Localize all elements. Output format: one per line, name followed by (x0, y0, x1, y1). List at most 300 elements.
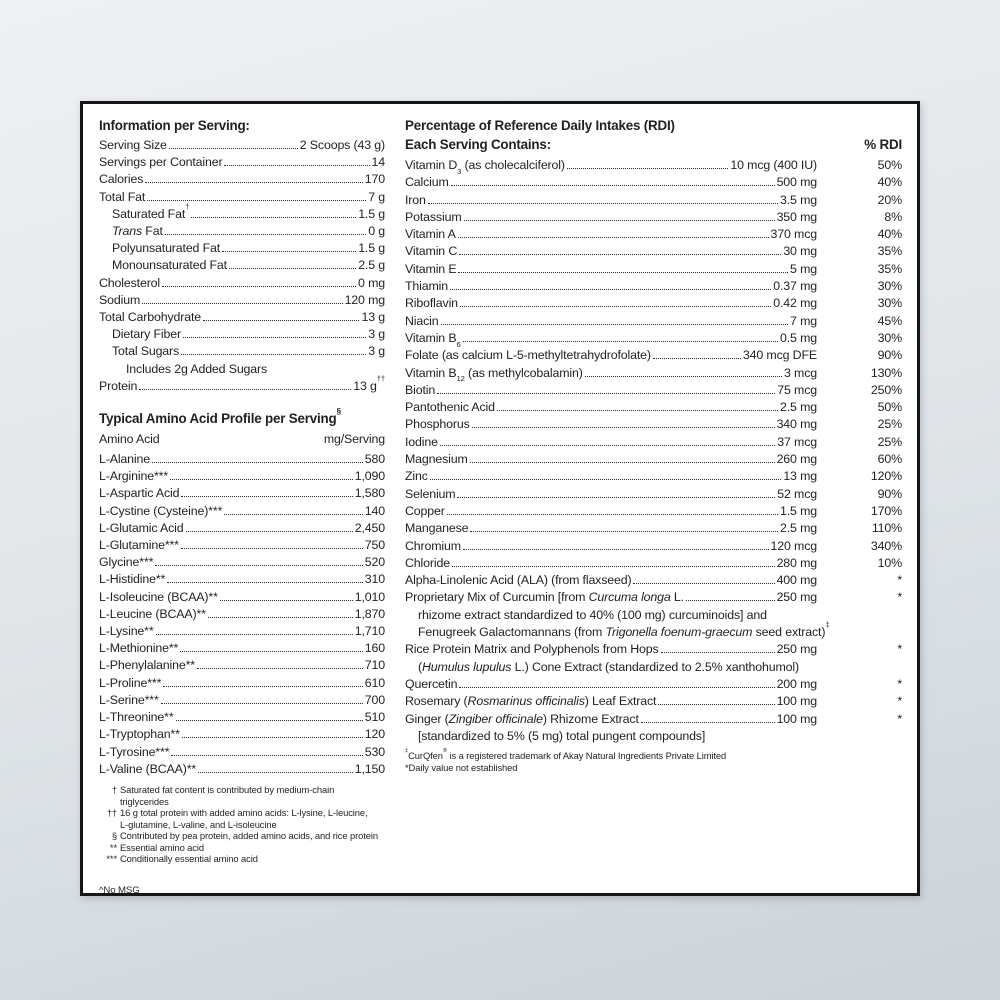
footnote-marker: *** (106, 853, 117, 865)
item-label: Selenium (405, 486, 456, 501)
item-rdi-percent: 25% (877, 417, 902, 432)
item-value: 0.5 mg (780, 330, 817, 345)
row-main (405, 468, 817, 485)
dotted-leader (641, 722, 775, 723)
item-label: Vitamin C (405, 244, 458, 259)
table-row (99, 137, 385, 154)
footnote-marker: § (111, 830, 117, 842)
item-label: Vitamin A (405, 227, 456, 242)
item-label: Vitamin E (405, 261, 457, 276)
item-label: Saturated Fat† (112, 202, 190, 221)
item-value: 700 (364, 692, 385, 707)
item-rdi-percent: 30% (877, 296, 902, 311)
table-row (99, 744, 385, 761)
table-row (99, 485, 385, 502)
item-label: Chromium (405, 538, 461, 553)
item-rdi-percent: * (897, 676, 902, 691)
item-label: Potassium (405, 209, 462, 224)
table-row (405, 538, 902, 555)
table-row (99, 537, 385, 554)
dotted-leader (464, 220, 775, 221)
table-row (405, 347, 902, 364)
table-row (99, 326, 385, 343)
table-row (99, 223, 385, 240)
footnote (101, 830, 385, 842)
table-row (99, 374, 385, 395)
row-main (405, 503, 817, 520)
row-main (405, 382, 817, 399)
footnote-marker: ** (109, 841, 117, 853)
row-main (405, 620, 902, 641)
item-value: 10 mcg (400 IU) (730, 158, 817, 172)
item-value: 30 mg (783, 244, 817, 259)
table-row (405, 693, 902, 710)
footnote-text: 16 g total protein with added amino acids: L-lysine, L-leucine, L-glutamine, L-valine, and L-isoleucine (120, 807, 368, 830)
dotted-leader (452, 566, 775, 567)
item-value: 0.42 mg (773, 296, 817, 311)
dotted-leader (447, 514, 778, 515)
item-value: 0 g (368, 224, 385, 239)
table-row (99, 361, 385, 378)
table-row (99, 343, 385, 360)
item-rdi-percent: 110% (871, 521, 902, 536)
item-value: 520 (364, 555, 385, 570)
table-row (405, 313, 902, 330)
item-value: 0 mg (358, 275, 385, 290)
item-rdi-percent: 130% (870, 365, 902, 380)
item-value: 1,010 (354, 589, 385, 604)
item-rdi-percent: 8% (884, 209, 902, 224)
footnote-text: Conditionally essential amino acid (120, 853, 258, 865)
dotted-leader (472, 427, 775, 428)
dotted-leader (181, 496, 352, 497)
table-row (405, 728, 902, 745)
dotted-leader (229, 268, 356, 269)
item-value: 510 (364, 710, 385, 725)
dotted-leader (457, 497, 775, 498)
item-rdi-percent: * (897, 573, 902, 588)
row-main (405, 226, 817, 243)
item-label: Phosphorus (405, 417, 470, 432)
dotted-leader (181, 548, 363, 549)
item-label: Servings per Container (99, 155, 223, 170)
item-value: 1,090 (354, 469, 385, 484)
item-value: 710 (364, 658, 385, 673)
table-row (405, 174, 902, 191)
table-row (99, 171, 385, 188)
item-value: 120 (364, 727, 385, 742)
dotted-leader (585, 376, 782, 377)
table-row (405, 365, 902, 382)
table-row (99, 275, 385, 292)
dotted-leader (180, 651, 363, 652)
dotted-leader (186, 531, 353, 532)
item-value: 1,150 (354, 761, 385, 776)
table-row (405, 589, 902, 606)
dotted-leader (183, 337, 366, 338)
table-row (99, 451, 385, 468)
dotted-leader (459, 254, 781, 255)
table-row (405, 520, 902, 537)
item-label: L-Serine*** (99, 692, 159, 707)
row-main (405, 399, 817, 416)
item-value: 120 mg (344, 292, 385, 307)
item-label: L-Phenylalanine** (99, 658, 195, 673)
item-label: Fenugreek Galactomannans (from Trigonella foenum-graecum seed extract)‡ (418, 620, 830, 640)
dotted-leader (450, 289, 771, 290)
dotted-leader (191, 217, 356, 218)
dotted-leader (633, 583, 774, 584)
item-rdi-percent: 40% (877, 227, 902, 242)
table-row (99, 189, 385, 206)
table-row (405, 451, 902, 468)
item-label: Dietary Fiber (112, 327, 181, 342)
table-row (99, 257, 385, 274)
table-row (99, 623, 385, 640)
dotted-leader (658, 704, 774, 705)
row-main (405, 330, 817, 347)
item-label: Biotin (405, 382, 436, 397)
item-value: 3 g (368, 327, 385, 342)
item-label: Rice Protein Matrix and Polyphenols from Hops (405, 642, 659, 657)
footnote (101, 853, 385, 865)
row-main (405, 313, 817, 330)
amino-table-header (99, 431, 385, 448)
item-label: Manganese (405, 521, 469, 536)
item-value: 1.5 g (358, 206, 385, 221)
row-main (405, 157, 817, 174)
footnote: *Daily value not established (405, 761, 518, 773)
item-rdi-percent: 60% (877, 452, 902, 467)
item-rdi-percent: * (897, 590, 902, 605)
item-label: Serving Size (99, 138, 167, 152)
rdi-section-title: Percentage of Reference Daily Intakes (RDI) (405, 118, 675, 133)
item-label: L-Proline*** (99, 675, 162, 690)
table-row (405, 278, 902, 295)
item-value: 250 mg (776, 642, 817, 657)
dotted-leader (162, 286, 356, 287)
item-label: L-Aspartic Acid (99, 486, 180, 501)
item-label: Total Fat (99, 189, 146, 204)
item-value: 530 (364, 744, 385, 759)
table-row (99, 589, 385, 606)
item-value: 160 (364, 641, 385, 656)
item-label: L-Leucine (BCAA)** (99, 606, 206, 621)
item-rdi-percent: * (897, 694, 902, 709)
rdi-rows (405, 157, 902, 745)
dotted-leader (161, 703, 363, 704)
dotted-leader (458, 237, 769, 238)
row-main (405, 209, 817, 226)
item-label: Magnesium (405, 452, 468, 467)
item-value: 2.5 mg (780, 400, 817, 415)
item-rdi-percent: 30% (877, 330, 902, 345)
table-row (405, 209, 902, 226)
dotted-leader (224, 514, 363, 515)
dotted-leader (460, 306, 771, 307)
row-main (405, 589, 817, 606)
item-value: 3 mcg (784, 365, 817, 380)
row-main (405, 520, 817, 537)
row-main (405, 451, 817, 468)
dotted-leader (470, 462, 775, 463)
table-row (405, 382, 902, 399)
item-label: Quercetin (405, 676, 458, 691)
supplement-facts-panel (80, 101, 920, 896)
dotted-leader (661, 652, 775, 653)
item-label: Cholesterol (99, 275, 161, 290)
amino-col-name: Amino Acid (99, 432, 160, 447)
table-row (405, 261, 902, 278)
table-row (405, 659, 902, 676)
dotted-leader (176, 720, 363, 721)
item-label: Total Carbohydrate (99, 310, 201, 325)
item-label: Total Sugars (112, 344, 180, 359)
item-label: L-Isoleucine (BCAA)** (99, 589, 218, 604)
table-row (99, 292, 385, 309)
row-main (405, 174, 817, 191)
table-row (99, 709, 385, 726)
dotted-leader (224, 165, 369, 166)
item-rdi-percent: 170% (870, 503, 902, 518)
footnote-marker: †† (106, 807, 117, 819)
item-label: L-Arginine*** (99, 469, 168, 484)
item-value: 75 mcg (777, 382, 817, 397)
item-rdi-percent: 250% (870, 382, 902, 397)
table-row (99, 554, 385, 571)
item-value: 200 mg (776, 676, 817, 691)
dotted-leader (686, 600, 775, 601)
table-row (99, 202, 385, 223)
dotted-leader (139, 389, 351, 390)
item-rdi-percent: * (897, 642, 902, 657)
table-row (405, 555, 902, 572)
row-main (405, 416, 817, 433)
table-row (405, 486, 902, 503)
item-rdi-percent: * (897, 711, 902, 726)
item-label: L-Histidine** (99, 572, 166, 587)
item-value: 7 mg (790, 313, 817, 328)
item-label: L-Tyrosine*** (99, 744, 170, 759)
footnote (101, 842, 385, 854)
left-footnotes (101, 784, 385, 865)
dotted-leader (147, 200, 366, 201)
dotted-leader (167, 582, 363, 583)
item-label: Calcium (405, 175, 449, 190)
dotted-leader (155, 565, 362, 566)
dotted-leader (198, 772, 353, 773)
table-row (99, 154, 385, 171)
item-value: 580 (364, 452, 385, 467)
item-rdi-percent: 35% (877, 261, 902, 276)
item-value: 100 mg (776, 694, 817, 709)
item-label: Thiamin (405, 279, 449, 294)
item-rdi-percent: 90% (877, 348, 902, 363)
item-rdi-percent: 45% (877, 313, 902, 328)
rdi-subheader (405, 136, 902, 154)
item-label: L-Glutamic Acid (99, 520, 184, 535)
item-rdi-percent: 30% (877, 279, 902, 294)
footnote-text: Saturated fat content is contributed by medium-chain triglycerides (120, 783, 335, 807)
dotted-leader (428, 203, 778, 204)
info-section-title: Information per Serving: (99, 118, 250, 133)
row-main (405, 261, 817, 278)
dotted-leader (463, 549, 769, 550)
item-label: Chloride (405, 555, 450, 570)
dotted-leader (171, 755, 362, 756)
amino-section-title: Typical Amino Acid Profile per Serving§ (99, 405, 341, 427)
table-row (405, 157, 902, 174)
item-label: Riboflavin (405, 296, 458, 311)
item-label: L-Lysine** (99, 624, 154, 639)
dotted-leader (458, 272, 788, 273)
item-value: 1,710 (354, 624, 385, 639)
item-label: Iodine (405, 434, 438, 449)
dotted-leader (165, 234, 366, 235)
item-rdi-percent: 90% (877, 486, 902, 501)
item-rdi-percent: 340% (870, 538, 902, 553)
row-main (405, 486, 817, 503)
item-value: 170 (364, 172, 385, 187)
rdi-column-header: % RDI (864, 137, 902, 152)
item-label: Calories (99, 172, 144, 187)
table-row (99, 606, 385, 623)
item-value: 1.5 g (358, 241, 385, 256)
item-value: 100 mg (776, 711, 817, 726)
item-label: Sodium (99, 292, 141, 307)
item-label: (Humulus lupulus L.) Cone Extract (standardized to 2.5% xanthohumol) (418, 659, 800, 674)
item-rdi-percent: 20% (877, 192, 902, 207)
item-value: 52 mcg (777, 486, 817, 501)
table-row (99, 675, 385, 692)
item-value: 7 g (368, 189, 385, 204)
item-value: 2.5 mg (780, 521, 817, 536)
footnote (101, 784, 385, 807)
table-row (405, 468, 902, 485)
row-main (405, 295, 817, 312)
item-label: Alpha-Linolenic Acid (ALA) (from flaxseed) (405, 573, 632, 588)
dotted-leader (152, 462, 363, 463)
footnote-marker: † (111, 783, 117, 795)
item-label: rhizome extract standardized to 40% (100 mg) curcuminoids] and (418, 607, 767, 622)
item-rdi-percent: 120% (870, 469, 902, 484)
table-row (99, 309, 385, 326)
item-value: 340 mcg DFE (742, 348, 817, 363)
item-rdi-percent: 10% (877, 555, 902, 570)
item-value: 1,580 (354, 486, 385, 501)
item-label: Iron (405, 192, 426, 207)
item-label: Monounsaturated Fat (112, 258, 227, 273)
item-value: 500 mg (776, 175, 817, 190)
dotted-leader (463, 341, 778, 342)
table-row (99, 240, 385, 257)
table-row (99, 692, 385, 709)
item-label: Vitamin $D_3$ (as cholecalciferol) (405, 158, 565, 176)
item-value: 280 mg (776, 555, 817, 570)
row-main (405, 711, 817, 728)
row-main (405, 555, 817, 572)
table-row (405, 243, 902, 260)
each-serving-label: Each Serving Contains: (405, 137, 551, 152)
amino-col-amount: mg/Serving (323, 432, 385, 447)
footnote: ‡CurQfen® is a registered trademark of Akay Natural Ingredients Private Limited (405, 748, 727, 762)
item-value: 140 (364, 503, 385, 518)
item-label: Polyunsaturated Fat (112, 241, 221, 256)
item-value: 13 mg (783, 469, 817, 484)
dotted-leader (145, 182, 363, 183)
dotted-leader (440, 445, 775, 446)
item-value: 260 mg (776, 452, 817, 467)
item-label: L-Valine (BCAA)** (99, 761, 197, 776)
dotted-leader (170, 479, 353, 480)
row-main (405, 728, 902, 745)
table-row (99, 761, 385, 778)
table-row (99, 503, 385, 520)
dotted-leader (208, 617, 353, 618)
row-main (405, 278, 817, 295)
item-value: 13 g†† (353, 374, 385, 393)
item-value: 350 mg (776, 209, 817, 224)
dotted-leader (567, 168, 729, 169)
dotted-leader (156, 634, 353, 635)
item-value: 1,870 (354, 606, 385, 621)
footnote-text: Essential amino acid (120, 841, 204, 853)
item-label: Niacin (405, 313, 439, 328)
item-label: Folate (as calcium L-5-methyltetrahydrofolate) (405, 348, 651, 363)
item-label: Protein (99, 378, 138, 393)
item-rdi-percent: 40% (877, 175, 902, 190)
item-label: Rosemary (Rosmarinus officinalis) Leaf Extract (405, 694, 657, 709)
item-label: L-Glutamine*** (99, 538, 179, 553)
item-label: Vitamin $B_{12}$ (as methylcobalamin) (405, 365, 583, 384)
dotted-leader (437, 393, 775, 394)
item-label: L-Alanine (99, 452, 151, 467)
dotted-leader (497, 410, 778, 411)
left-column (99, 117, 385, 896)
item-value: 13 g (361, 310, 385, 325)
dotted-leader (451, 185, 775, 186)
item-rdi-percent: 35% (877, 244, 902, 259)
item-label: L-Tryptophan** (99, 727, 180, 742)
no-msg-note: ^No MSG (99, 885, 140, 897)
item-value: 120 mcg (770, 538, 817, 553)
dotted-leader (220, 600, 353, 601)
table-row (405, 434, 902, 451)
dotted-leader (181, 354, 366, 355)
table-row (405, 572, 902, 589)
table-row (99, 726, 385, 743)
item-value: 370 mcg (770, 227, 817, 242)
row-main (405, 192, 817, 209)
row-main (405, 347, 817, 364)
table-row (405, 192, 902, 209)
item-label: Glycine*** (99, 555, 154, 570)
item-value: 0.37 mg (773, 279, 817, 294)
info-rows (99, 137, 385, 395)
row-main (405, 693, 817, 710)
table-row (405, 226, 902, 243)
item-value: 250 mg (776, 590, 817, 605)
dotted-leader (169, 148, 298, 149)
footnote-text: Contributed by pea protein, added amino acids, and rice protein (120, 830, 378, 842)
item-label: Trans Fat (112, 224, 163, 239)
table-row (99, 468, 385, 485)
table-row (405, 711, 902, 728)
table-row (405, 641, 902, 658)
item-value: 310 (364, 572, 385, 587)
item-value: 2 Scoops (43 g) (299, 138, 385, 152)
row-main (405, 659, 902, 676)
